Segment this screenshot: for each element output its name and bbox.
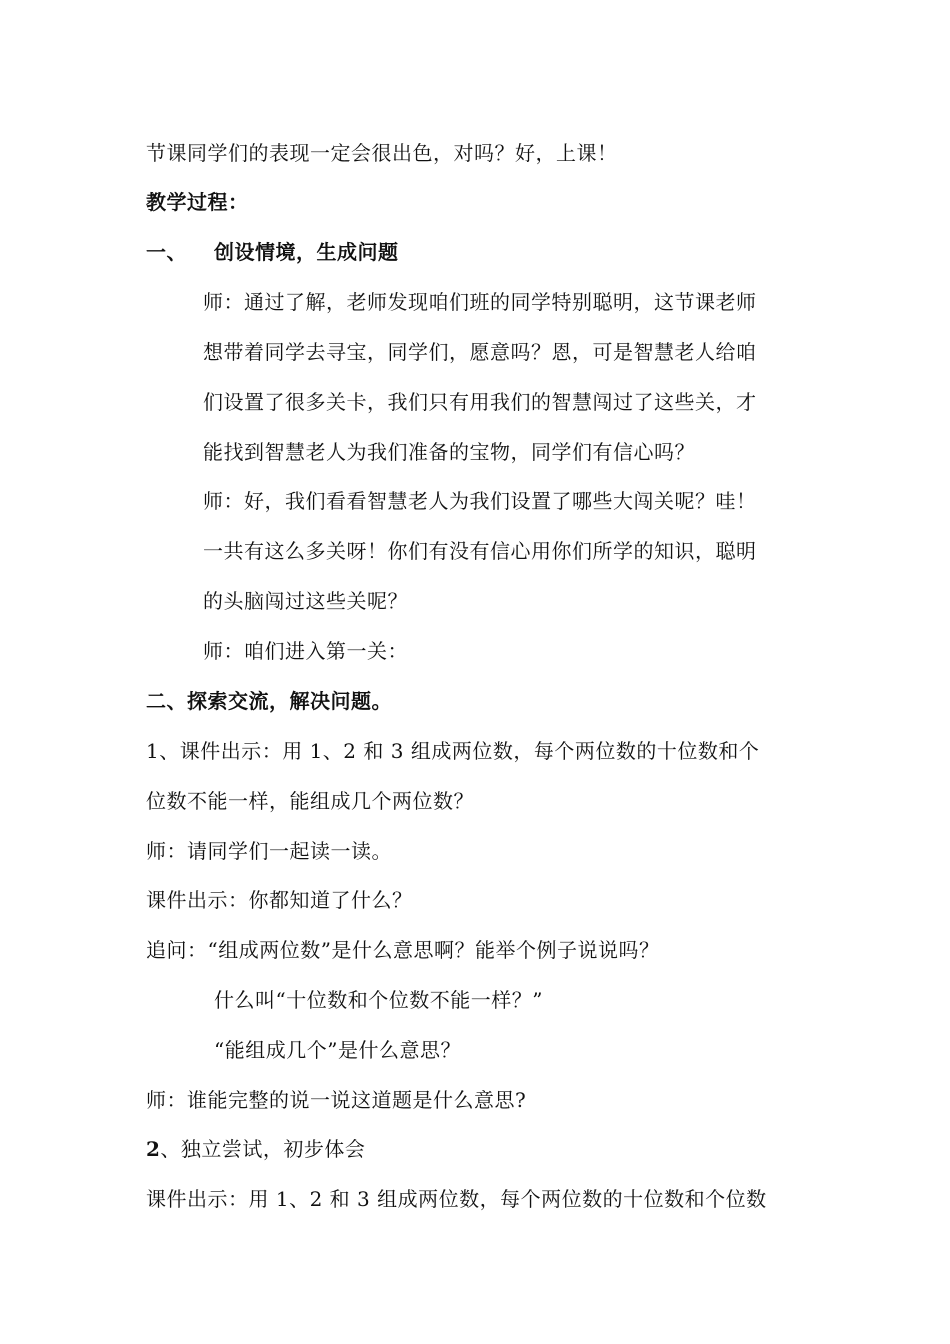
section2-item2 <box>146 1137 365 1161</box>
section2-ask3: “能组成几个”是什么意思？ <box>214 1038 461 1062</box>
section1-para2-line2: 一共有这么多关呀！你们有没有信心用你们所学的知识，聪明 <box>203 539 757 563</box>
section2-complete: 师：谁能完整的说一说这道题是什么意思? <box>146 1088 527 1112</box>
section1-para3: 师：咱们进入第一关： <box>203 639 408 663</box>
section2-item1-line1: 1、课件出示：用 1、2 和 3 组成两位数，每个两位数的十位数和个 <box>146 739 760 763</box>
heading-teaching-process: 教学过程： <box>146 190 249 214</box>
section2-item2-text: 、独立尝试，初步体会 <box>160 1137 366 1161</box>
section1-para2-line3: 的头脑闯过这些关呢？ <box>203 589 408 613</box>
section2-item2-number: 2 <box>146 1137 161 1161</box>
section1-title: 创设情境，生成问题 <box>214 240 399 264</box>
section2-read: 师：请同学们一起读一读。 <box>146 839 392 863</box>
section1-para1-line2: 想带着同学去寻宝，同学们，愿意吗？恩，可是智慧老人给咱 <box>203 340 757 364</box>
section1-number: 一、 <box>146 240 187 264</box>
section2-item1-line2: 位数不能一样，能组成几个两位数？ <box>146 789 474 813</box>
section1-para2-line1: 师：好，我们看看智慧老人为我们设置了哪些大闯关呢？哇！ <box>203 489 757 513</box>
section1-para1-line3: 们设置了很多关卡，我们只有用我们的智慧闯过了这些关，才 <box>203 390 757 414</box>
section2-ask2: 什么叫“十位数和个位数不能一样？” <box>214 988 543 1012</box>
section2-ask: 追问：“组成两位数”是什么意思啊？能举个例子说说吗？ <box>146 938 660 962</box>
section2-know: 课件出示：你都知道了什么？ <box>146 888 413 912</box>
section1-para1-line4: 能找到智慧老人为我们准备的宝物，同学们有信心吗？ <box>203 440 695 464</box>
section1-para1-line1: 师：通过了解，老师发现咱们班的同学特别聪明，这节课老师 <box>203 290 757 314</box>
intro-line: 节课同学们的表现一定会很出色，对吗？好，上课！ <box>146 141 618 165</box>
section2-title: 二、探索交流，解决问题。 <box>146 689 392 713</box>
section2-item2-show: 课件出示：用 1、2 和 3 组成两位数，每个两位数的十位数和个位数 <box>146 1187 767 1211</box>
